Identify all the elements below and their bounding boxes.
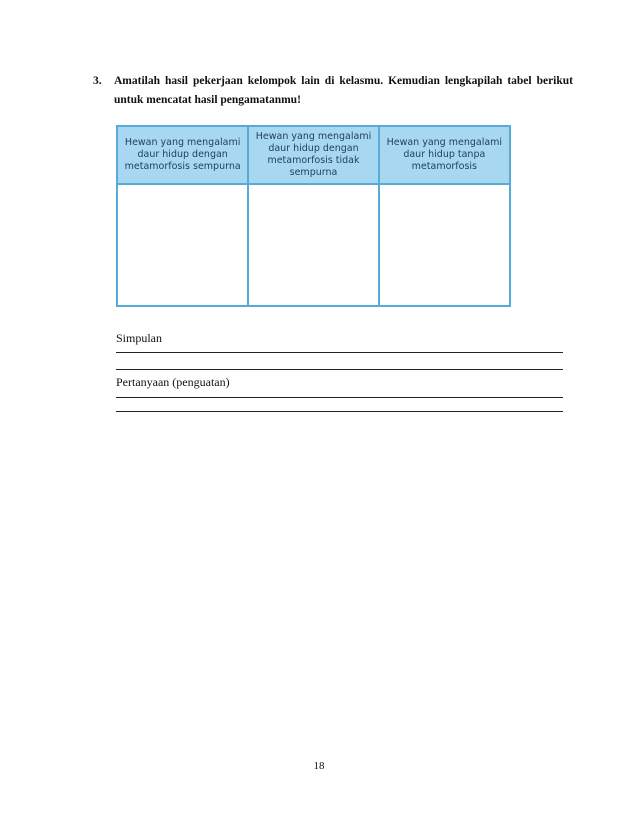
pertanyaan-line-1[interactable] — [116, 397, 563, 398]
simpulan-label: Simpulan — [116, 331, 163, 345]
header-complete-metamorphosis: Hewan yang mengalami daur hidup dengan metamorfosis sempurna — [118, 127, 248, 184]
header-no-metamorphosis: Hewan yang mengalami daur hidup tanpa metamorfosis — [379, 127, 509, 184]
instruction — [93, 72, 573, 110]
cell-no-metamorphosis[interactable] — [379, 184, 509, 305]
simpulan-line-1[interactable] — [116, 352, 563, 353]
cell-complete-metamorphosis[interactable] — [118, 184, 248, 305]
observation-table — [116, 125, 511, 307]
simpulan-line-2[interactable] — [116, 369, 563, 370]
instruction-number: 3. — [93, 75, 102, 87]
page-number: 18 — [313, 760, 325, 772]
pertanyaan-line-2[interactable] — [116, 411, 563, 412]
pertanyaan-label: Pertanyaan (penguatan) — [116, 375, 230, 389]
instruction-text: Amatilah hasil pekerjaan kelompok lain di kelasmu. Kemudian lengkapilah tabel berikut untuk mencatat hasil pengamatanmu! — [114, 75, 573, 106]
cell-incomplete-metamorphosis[interactable] — [248, 184, 378, 305]
header-incomplete-metamorphosis: Hewan yang mengalami daur hidup dengan metamorfosis tidak sempurna — [248, 127, 378, 184]
